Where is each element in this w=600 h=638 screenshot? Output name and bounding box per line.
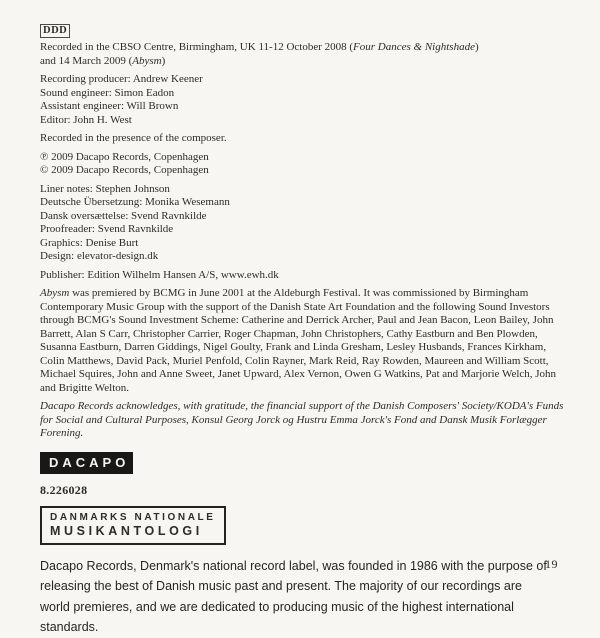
anthology-logo-row [40,506,567,556]
recording-location-line: Recorded in the CBSO Centre, Birmingham, UK 11-12 October 2008 (Four Dances & Nightshade) [40,41,479,53]
presence-note: Recorded in the presence of the composer. [40,132,227,144]
recording-location-line: and 14 March 2009 (Abysm) [40,54,166,67]
editorial-credits-block [40,183,567,264]
anthology-logo-line2: MUSIKANTOLOGI [50,523,203,538]
anthology-logo-line1: DANMARKS NATIONALE [50,511,216,523]
phonogram-rights-line: ℗ 2009 Dacapo Records, Copenhagen [40,150,209,163]
credit-line: Assistant engineer: Will Brown [40,100,179,112]
dacapo-label-logo: DACAPO [40,452,133,474]
acknowledgment-paragraph: Dacapo Records acknowledges, with gratitude, the financial support of the Danish Composers' Society/KODA's Funds for Social and Cultural Purposes, Konsul Georg Jorck og Hustru Emma Jorck's Fond and Dansk Musik Forlægger Forening. [40,400,564,439]
production-credits-block [40,73,567,127]
catalog-number: 8.226028 [40,482,88,497]
danmarks-nationale-musikantologi-logo [40,506,226,545]
credit-line: Dansk oversættelse: Svend Ravnkilde [40,209,207,222]
recording-location-block [40,41,567,68]
credit-line: Liner notes: Stephen Johnson [40,182,170,195]
credit-line: Sound engineer: Simon Eadon [40,86,175,99]
presence-note-block [40,132,567,146]
credit-line: Graphics: Denise Burt [40,236,139,249]
dacapo-logo-row [40,452,567,483]
copyright-line: © 2009 Dacapo Records, Copenhagen [40,164,209,176]
rights-block [40,151,567,178]
page-number: 19 [545,557,558,571]
ddd-digital-recording-badge: DDD [40,24,70,38]
credit-line: Proofreader: Svend Ravnkilde [40,223,174,235]
credit-line: Design: elevator-design.dk [40,250,159,262]
credit-line: Deutsche Übersetzung: Monika Wesemann [40,196,230,208]
publisher-line: Publisher: Edition Wilhelm Hansen A/S, www.ewh.dk [40,268,279,281]
about-dacapo-paragraph: Dacapo Records, Denmark's national record label, was founded in 1986 with the purpose of releasing the best of Danish music past and present. The majority of our recordings are world premieres, and we are dedicated to producing music of the highest international standards. [40,558,547,634]
abysm-commission-paragraph: Abysm was premiered by BCMG in June 2001 at the Aldeburgh Festival. It was commissioned by Birmingham Contemporary Music Group with the support of the Danish State Art Foundation and the following Sound Investors through BCMG's Sound Investment Scheme: Catherine and Derrick Archer, Paul and Jean Bacon, Leon Bailey, John Barrett, Alan S Carr, Christopher Carrier, Roger Chapman, John Christophers, Cathy Eastburn and Ben Plowden, Susanna Eastburn, Darren Giddings, Nigel Goulty, Frank and Linda Gresham, Lesley Husbands, Frances Kirkham, Colin Matthews, David Pack, Muriel Penfold, Colin Rayner, Mark Reid, Ray Rowden, Maureen and William Scott, Michael Squires, John and Anne Sweet, Janet Upward, Alex Vernon, Owen G Watkins, Pat and Marjorie Welch, John and Brigitte Welton. [40,287,557,394]
credit-line: Editor: John H. West [40,113,132,126]
publisher-block [40,269,567,283]
credit-line: Recording producer: Andrew Keener [40,73,203,85]
